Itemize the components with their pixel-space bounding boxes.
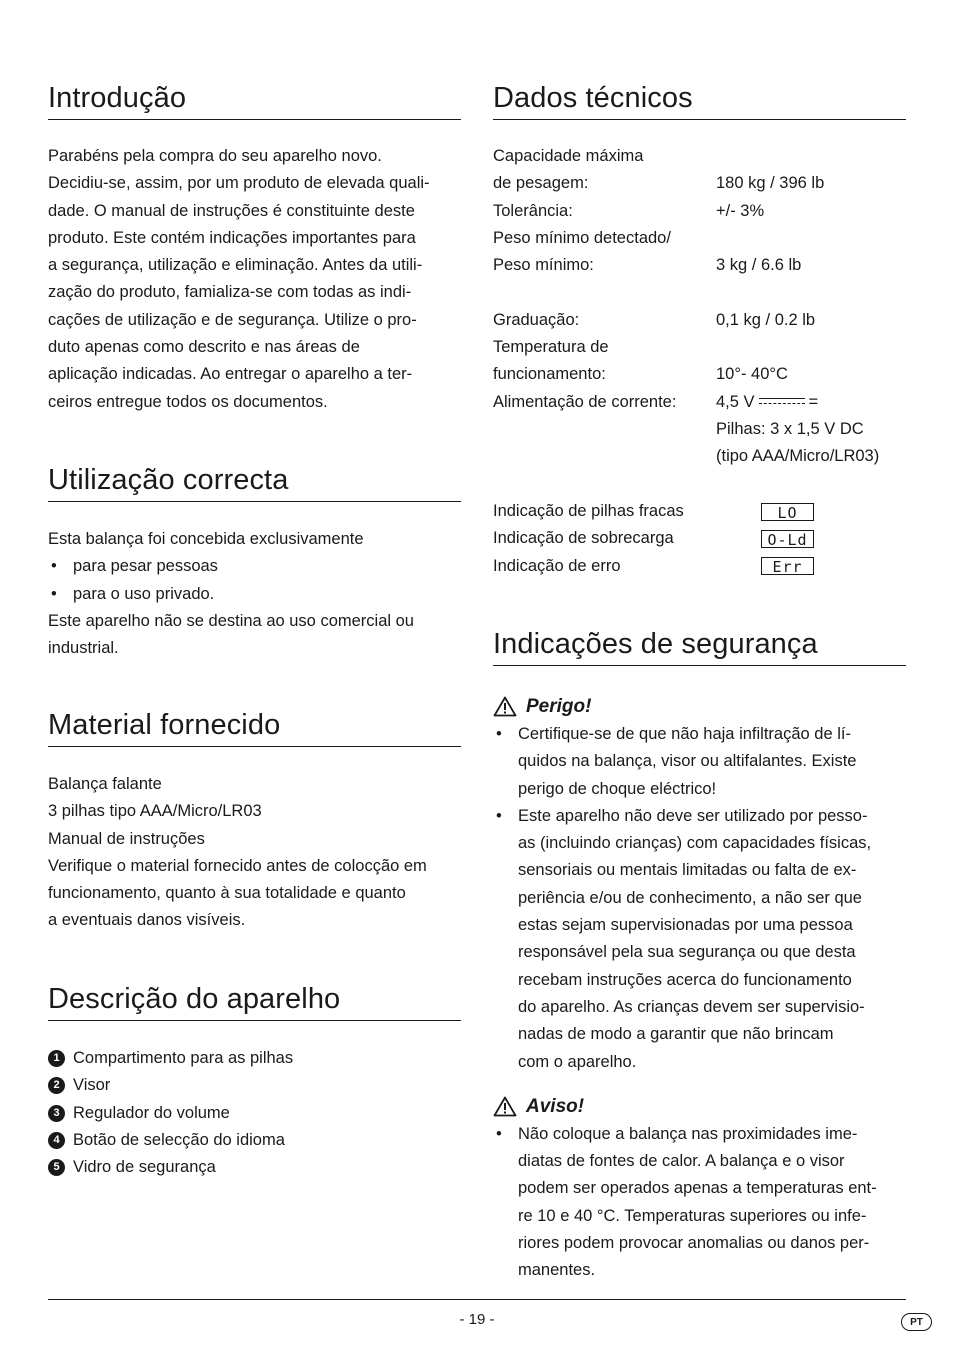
use-body [48,526,461,662]
intro-line: a segurança, utilização e eliminação. Antes da utili- [48,256,423,275]
indicator-label: Indicação de pilhas fracas [493,502,684,520]
danger-bullet [493,721,906,803]
spec-row [493,334,906,361]
supplied-line: 3 pilhas tipo AAA/Micro/LR03 [48,802,262,821]
lcd-display: LO [761,503,814,521]
spec-value: 3 kg / 6.6 lb [716,256,802,275]
spec-row [493,198,906,225]
bullet-text: para o uso privado. [73,584,215,603]
page-number: - 19 - [459,1311,495,1328]
danger-bullet [493,803,906,1076]
description-label: Visor [73,1076,111,1095]
bullet-dot: • [51,584,57,603]
spec-key [493,443,716,470]
power-eq: = [808,392,819,411]
warning-title: Aviso! [526,1095,585,1117]
bullet-line: com o aparelho. [518,1052,637,1071]
bullet-line: Certifique-se de que não haja infiltração de lí- [518,725,851,743]
bullet-line: sensoriais ou mentais limitadas ou falta de ex- [518,861,857,880]
bullet-line: Este aparelho não deve ser utilizado por pesso- [518,806,868,825]
description-heading: Descrição do aparelho [48,981,461,1021]
intro-line: Parabéns pela compra do seu aparelho novo. [48,147,382,165]
indicator-label: Indicação de erro [493,556,621,575]
intro-line: dade. O manual de instruções é constituinte deste [48,201,415,220]
spec-key: Peso mínimo detectado/ [493,228,671,247]
bullet-dot: • [496,725,502,743]
bullet-line: podem ser operados apenas a temperaturas ent- [518,1179,877,1198]
bullet-line: Não coloque a balança nas proximidades ime- [518,1124,858,1143]
indicator-row [493,498,906,525]
description-label: Vidro de segurança [73,1158,216,1177]
spec-row [493,443,906,470]
bullet-dot: • [496,806,502,825]
intro-line: aplicação indicadas. Ao entregar o aparelho a ter- [48,365,413,384]
spec-value [716,143,906,170]
spec-value: 180 kg / 396 lb [716,174,825,193]
spec-value [716,225,906,252]
spec-key [493,416,716,443]
description-label: Botão de selecção do idioma [73,1130,285,1149]
bullet-dot: • [51,557,57,576]
warning-bullet [493,1121,906,1285]
description-item [48,1127,461,1154]
spec-row [493,225,906,252]
intro-heading: Introdução [48,80,461,120]
language-badge: PT [901,1313,932,1331]
spec-row [493,170,906,197]
spec-row [493,252,906,279]
description-list [48,1045,461,1181]
spec-row-power [493,389,906,416]
tech-heading: Dados técnicos [493,80,906,120]
spec-value: Pilhas: 3 x 1,5 V DC [716,419,864,438]
supplied-line: Balança falante [48,775,162,793]
bullet-line: responsável pela sua segurança ou que desta [518,943,856,962]
spec-key: Tolerância: [493,201,573,220]
description-item [48,1072,461,1099]
intro-line: duto apenas como descrito e nas áreas de [48,338,360,357]
bullet-line: riores podem provocar anomalias ou danos per- [518,1234,870,1253]
danger-title: Perigo! [526,695,592,717]
safety-heading: Indicações de segurança [493,626,906,666]
safety-body [493,693,906,1285]
danger-heading [493,693,906,720]
intro-line: cações de utilização e de segurança. Utilize o pro- [48,310,417,329]
bullet-line: quidos na balança, visor ou altifalantes. Existe [518,752,857,771]
indicator-row [493,553,906,580]
bullet-line: as (incluindo crianças) com capacidades físicas, [518,834,872,853]
bullet-text: para pesar pessoas [73,557,218,576]
description-item [48,1154,461,1181]
description-item [48,1045,461,1072]
spec-value: 10°- 40°C [716,365,788,384]
supplied-line: Manual de instruções [48,829,205,848]
tech-table [493,143,906,471]
bullet-line: perigo de choque eléctrico! [518,779,717,798]
number-badge: 1 [48,1050,65,1067]
description-label: Compartimento para as pilhas [73,1049,294,1067]
spec-row [493,416,906,443]
supplied-line: Verifique o material fornecido antes de colocção em [48,856,427,875]
lcd-display: O-Ld [761,530,814,548]
indicator-label: Indicação de sobrecarga [493,529,674,548]
spec-value [716,389,906,416]
spec-key [493,279,716,306]
use-intro: Esta balança foi concebida exclusivamente [48,530,364,548]
spec-value [716,279,906,306]
spec-value: (tipo AAA/Micro/LR03) [716,447,880,466]
bullet-line: periência e/ou de conhecimento, a não ser que [518,888,862,907]
number-badge: 2 [48,1077,65,1094]
number-badge: 5 [48,1159,65,1176]
spec-key: Temperatura de [493,338,609,357]
bullet-dot: • [496,1124,502,1143]
spec-row [493,307,906,334]
spec-key: funcionamento: [493,365,606,384]
bullet-line: manentes. [518,1261,596,1280]
spec-row [493,361,906,388]
spec-row [493,143,906,170]
bullet-line: recebam instruções acerca do funcionamento [518,970,852,989]
intro-line: zação do produto, famializa-se com todas as indi- [48,283,412,302]
spec-value [716,334,906,361]
supplied-line: funcionamento, quanto à sua totalidade e quanto [48,884,406,903]
spec-value: +/- 3% [716,201,765,220]
spec-key: Capacidade máxima [493,147,644,165]
bullet-line: nadas de modo a garantir que não brincam [518,1025,834,1044]
supplied-heading: Material fornecido [48,707,461,747]
lcd-display: Err [761,557,814,575]
use-outro: industrial. [48,639,119,658]
number-badge: 3 [48,1105,65,1122]
bullet-line: re 10 e 40 °C. Temperaturas superiores ou infe- [518,1206,867,1225]
use-bullet [48,553,461,580]
spec-key: Peso mínimo: [493,256,594,275]
warning-triangle-icon [493,1096,517,1117]
indicator-row [493,525,906,552]
use-bullet [48,581,461,608]
bullet-line: estas sejam supervisionadas por uma pessoa [518,916,853,935]
intro-line: ceiros entregue todos os documentos. [48,392,328,411]
number-badge: 4 [48,1132,65,1149]
use-outro: Este aparelho não se destina ao uso comercial ou [48,611,414,630]
bullet-line: do aparelho. As crianças devem ser supervisio- [518,997,865,1016]
dc-symbol-icon [759,395,805,409]
intro-line: Decidiu-se, assim, por um produto de elevada quali- [48,174,430,193]
spec-row [493,279,906,306]
spec-value: 0,1 kg / 0.2 lb [716,310,816,329]
use-heading: Utilização correcta [48,462,461,502]
indicator-table [493,498,906,580]
intro-body [48,143,461,416]
warning-triangle-icon [493,696,517,717]
spec-key: Alimentação de corrente: [493,392,677,411]
intro-line: produto. Este contém indicações importantes para [48,228,416,247]
spec-key: de pesagem: [493,174,589,193]
description-item [48,1100,461,1127]
spec-key: Graduação: [493,310,580,329]
bullet-line: diatas de fontes de calor. A balança e o visor [518,1152,845,1171]
supplied-body [48,771,461,935]
footer-divider [48,1299,906,1300]
description-label: Regulador do volume [73,1103,230,1122]
supplied-line: a eventuais danos visíveis. [48,911,246,930]
warning-heading [493,1093,906,1120]
power-voltage: 4,5 V [716,392,755,411]
